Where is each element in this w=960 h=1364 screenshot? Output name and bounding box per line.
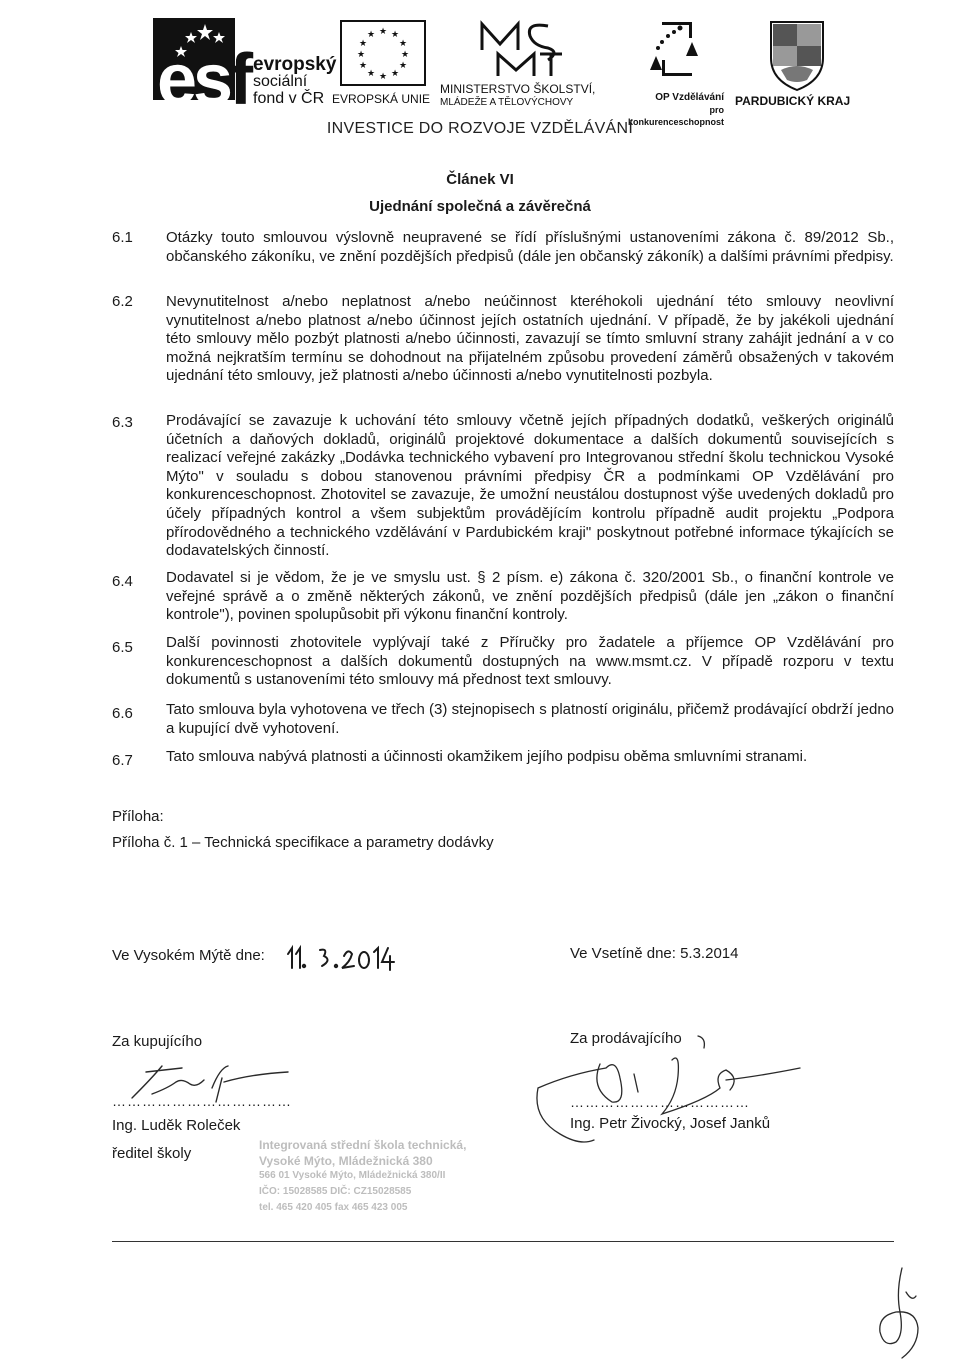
esf-text [253,56,336,107]
svg-text:★: ★ [378,26,388,36]
clause-number: 6.5 [112,639,133,656]
article-subtitle: Ujednání společná a závěrečná [369,198,591,215]
school-stamp [235,1138,485,1220]
buyer-name: Ing. Luděk Roleček [112,1117,241,1134]
svg-text:★: ★ [400,49,410,59]
annex-label: Příloha: [112,808,164,825]
esf-line1: evropský [253,54,337,75]
clause-text: Prodávající se zavazuje k uchování této smlouvy včetně jejích případných dodatků, veškerých originálů účetních a daňových dokladů, originálů projektové dokumentace a dalších dokumentů souvisejících s realizací veřejné zakázky „Dodávka technického vybavení pro Integrovanou střední školu technickou Vysoké Mýto" v souladu s dobou stanovenou právními předpisy ČR a podmínkami OP Vzdělávání pro konkurenceschopnost. Zhotovitel se zavazuje, že umožní neustálou dostupnost výše uvedených dokladů pro účely případných kontrol a všem subjektům provádějícím kontrolu případně audit projektu „Podpora přírodovědného a technického vzdělávání v Pardubickém kraji" poskytnout potřebné informace týkajících se dodavatelských činností. [166,412,894,560]
seller-signature-line: ……………………………… [570,1094,750,1110]
esf-letters: esf [157,40,250,120]
svg-text:★: ★ [378,71,388,81]
msmt-text [440,83,595,109]
svg-text:★: ★ [398,38,408,48]
seller-label: Za prodávajícího [570,1030,682,1047]
svg-text:★: ★ [358,38,368,48]
clause-number: 6.7 [112,752,133,769]
buyer-role: ředitel školy [112,1145,192,1162]
buyer-label: Za kupujícího [112,1033,203,1050]
clause-number: 6.1 [112,229,133,246]
stamp-line: 566 01 Vysoké Mýto, Mládežnická 380/II [259,1170,446,1181]
clause-number: 6.2 [112,293,133,310]
clause-text: Dodavatel si je vědom, že je ve smyslu ust. § 2 písm. e) zákona č. 320/2001 Sb., o finanční kontrole ve veřejné správě a o změně některých zákonů, ve znění pozdějších předpisů (dále jen „zákon o finanční kontrole"), povinen spolupůsobit při výkonu finanční kontroly. [166,569,894,624]
region-crest-icon [767,18,827,92]
msmt-line2: MLÁDEŽE A TĚLOVÝCHOVY [440,97,574,108]
msmt-line1: MINISTERSTVO ŠKOLSTVÍ, [440,82,596,96]
svg-text:★: ★ [398,60,408,70]
region-label: PARDUBICKÝ KRAJ [735,94,851,108]
clause-number: 6.6 [112,705,133,722]
clause-text: Tato smlouva nabývá platnosti a účinnosti okamžikem jejího podpisu oběma smluvními stranami. [166,748,808,765]
esf-line3: fond v ČR [253,90,325,107]
svg-text:★: ★ [356,49,366,59]
clause-text: Tato smlouva byla vyhotovena ve třech (3) stejnopisech s platností originálu, přičemž prodávající obdrží jedno a kupující dvě vyhotovení. [166,701,894,737]
clause-number: 6.4 [112,573,133,590]
footer-divider [112,1241,894,1242]
initials-icon [872,1262,932,1362]
buyer-signature-line: ……………………………… [112,1093,292,1109]
svg-text:★: ★ [366,68,376,78]
clause-text: Další povinnosti zhotovitele vyplývají také z Příručky pro žadatele a příjemce OP Vzdělávání pro konkurenceschopnost a dalších dokumentů dostupných na www.msmt.cz. V případě rozporu v textu dokumentů s ustanoveními této smlouvy má přednost text smlouvy. [166,634,894,689]
svg-text:★: ★ [390,29,400,39]
op-line2: pro konkurenceschopnost [627,105,724,127]
handwritten-date-icon [282,936,402,974]
svg-text:★: ★ [366,29,376,39]
stamp-line: Integrovaná střední škola technická, [259,1138,467,1152]
esf-line2: sociální [253,73,308,90]
clause-text: Nevynutitelnost a/nebo neplatnost a/nebo neúčinnost kteréhokoli ujednání této smlouvy neovlivní vynutitelnost a/nebo platnost a/nebo účinnost jejích ostatních ujednání. V případě, že by jakékoli ujednání této smlouvy mělo pozbýt platnosti a/nebo účinnosti, zavazují se tímto smluvní strany zahájit jednání a v co možná nejkratším termínu se dohodnout na přijatelném způsobu provedení záměrů obsažených v takovém ujednání této smlouvy, jež platnosti a/nebo účinnosti a/nebo vynutitelnosti pozbyla. [166,293,894,385]
msmt-logo [440,20,610,112]
eu-logo [332,20,430,112]
msmt-monogram-icon [478,20,564,78]
svg-text:★: ★ [390,68,400,78]
eu-flag-icon [340,20,426,86]
clause-number: 6.3 [112,414,133,431]
clause-text: Otázky touto smlouvou výslovně neupravené se řídí příslušnými ustanoveními zákona č. 89/2012 Sb., občanského zákoníku, ve znění pozdějších předpisů (dále jen občanský zákoník) a dalšími právními předpisy. [166,229,894,265]
op-line1: OP Vzdělávání [655,92,724,103]
region-logo [735,18,853,112]
stamp-line: tel. 465 420 405 fax 465 423 005 [259,1202,408,1213]
esf-logo [153,18,337,120]
seller-name: Ing. Petr Živocký, Josef Janků [570,1115,771,1132]
svg-text:★: ★ [358,60,368,70]
left-place-date-label: Ve Vysokém Mýtě dne: [112,947,265,964]
op-mark-icon [642,20,704,82]
op-logo [612,20,732,127]
article-title: Článek VI [446,171,514,188]
eu-label: EVROPSKÁ UNIE [332,92,431,106]
stamp-line: Vysoké Mýto, Mládežnická 380 [259,1154,433,1168]
right-place-date-label: Ve Vsetíně dne: 5.3.2014 [570,945,739,962]
annex-item: Příloha č. 1 – Technická specifikace a parametry dodávky [112,834,494,851]
tagline: INVESTICE DO ROZVOJE VZDĚLÁVÁNÍ [326,120,634,137]
stamp-line: IČO: 15028585 DIČ: CZ15028585 [259,1186,412,1197]
